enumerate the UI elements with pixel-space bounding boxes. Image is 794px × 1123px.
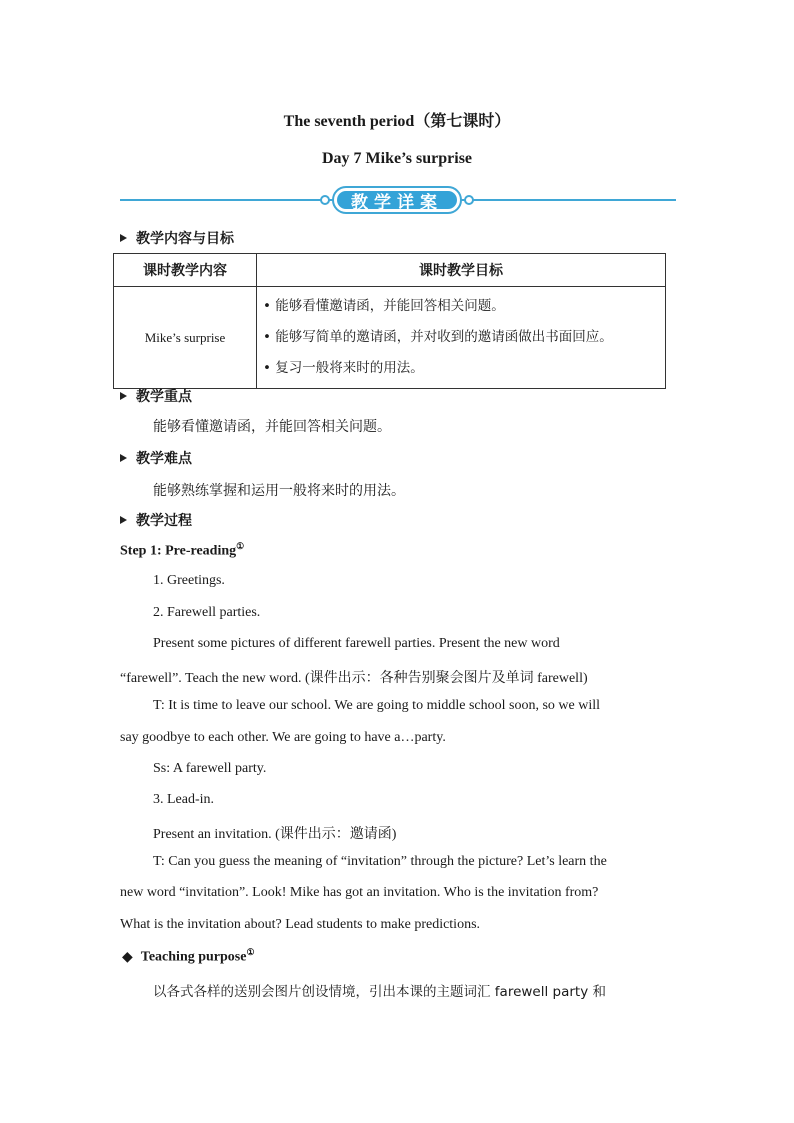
difficulties-text: 能够熟练掌握和运用一般将来时的用法。 — [153, 483, 405, 499]
lesson-goals-cell — [257, 287, 666, 389]
step1-line: 1. Greetings. — [153, 573, 225, 588]
table-header-row — [114, 254, 666, 287]
section-heading-label: 教学过程 — [136, 513, 192, 529]
banner-left-dot — [320, 195, 330, 205]
section-heading-process — [120, 510, 192, 530]
lesson-content-cell: Mike’s surprise — [114, 287, 257, 389]
banner — [318, 185, 476, 215]
triangle-bullet-icon — [120, 392, 127, 400]
diamond-bullet-icon: ◆ — [122, 949, 133, 965]
goal-item: • 能够写简单的邀请函，并对收到的邀请函做出书面回应。 — [263, 329, 613, 345]
teaching-purpose-label: Teaching purpose — [140, 949, 247, 965]
step1-line: What is the invitation about? Lead students to make predictions. — [120, 917, 481, 932]
teaching-purpose-heading — [122, 947, 255, 966]
step1-line: 2. Farewell parties. — [153, 605, 261, 620]
page-title: The seventh period（第七课时） — [283, 113, 511, 130]
triangle-bullet-icon — [120, 516, 127, 524]
step1-line: “farewell”. Teach the new word. (课件出示：各种告别聚会图片及单词 farewell) — [120, 671, 588, 686]
banner-right-dot — [464, 195, 474, 205]
table-header-cell: 课时教学目标 — [257, 254, 666, 287]
footnote-mark: ① — [236, 541, 245, 551]
step1-line: Present an invitation. (课件出示：邀请函) — [153, 827, 397, 842]
step1-line: T: Can you guess the meaning of “invitation” through the picture? Let’s learn the — [153, 854, 607, 869]
section-heading-label: 教学难点 — [136, 451, 192, 467]
table-row — [114, 287, 666, 389]
goal-item: • 能够看懂邀请函，并能回答相关问题。 — [263, 298, 505, 314]
section-heading-label: 教学内容与目标 — [136, 231, 234, 247]
table-header-cell: 课时教学内容 — [114, 254, 257, 287]
section-heading-label: 教学重点 — [136, 389, 192, 405]
step1-line: T: It is time to leave our school. We are going to middle school soon, so we will — [153, 698, 601, 713]
section-heading-difficulties — [120, 448, 192, 468]
lesson-subtitle: Day 7 Mike’s surprise — [321, 150, 473, 167]
banner-pill — [332, 186, 462, 214]
triangle-bullet-icon — [120, 234, 127, 242]
step1-heading — [120, 541, 244, 560]
teaching-purpose-text: 以各式各样的送别会图片创设情境，引出本课的主题词汇 farewell party 和 — [153, 984, 606, 1000]
step1-line: 3. Lead-in. — [153, 792, 215, 807]
goals-table — [113, 253, 666, 389]
footnote-mark: ① — [246, 947, 255, 957]
step1-line: new word “invitation”. Look! Mike has got an invitation. Who is the invitation from? — [120, 885, 599, 900]
goal-item: • 复习一般将来时的用法。 — [263, 360, 424, 376]
section-heading-key-points — [120, 386, 192, 406]
triangle-bullet-icon — [120, 454, 127, 462]
section-heading-content-goals — [120, 228, 234, 248]
step1-line: say goodbye to each other. We are going to have a…party. — [120, 730, 446, 745]
step1-line: Present some pictures of different farewell parties. Present the new word — [153, 636, 560, 651]
step1-heading-label: Step 1: Pre-reading — [120, 543, 237, 559]
banner-label: 教学详案 — [337, 191, 457, 209]
step1-line: Ss: A farewell party. — [153, 761, 267, 776]
key-points-text: 能够看懂邀请函，并能回答相关问题。 — [153, 419, 391, 435]
